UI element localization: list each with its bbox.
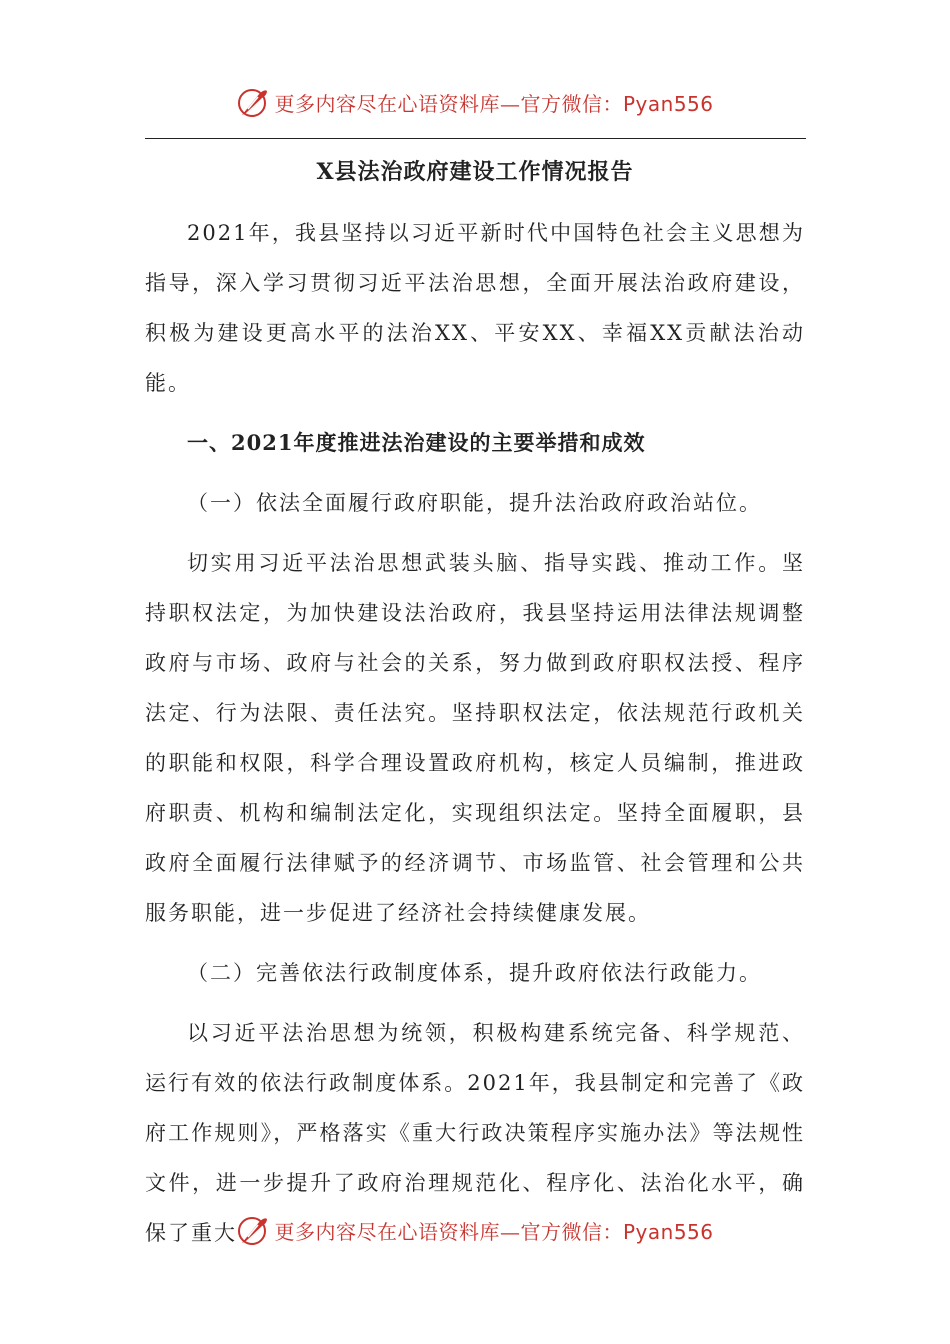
banner-text: 更多内容尽在心语资料库—官方微信：Pyan556 [274,1219,714,1244]
quill-logo-icon [236,85,270,119]
subsection-body-1: 切实用习近平法治思想武装头脑、指导实践、推动工作。坚持职权法定，为加快建设法治政府，我县坚持运用法律法规调整政府与市场、政府与社会的关系，努力做到政府职权法授、程序法定、行为法限、责任法究。坚持职权法定，依法规范行政机关的职能和权限，科学合理设置政府机构，核定人员编制，推进政府职责、机构和编制法定化，实现组织法定。坚持全面履职，县政府全面履行法律赋予的经济调节、市场监管、社会管理和公共服务职能，进一步促进了经济社会持续健康发展。 [145,551,805,925]
banner-text: 更多内容尽在心语资料库—官方微信：Pyan556 [274,91,714,116]
section-heading: 一、2021年度推进法治建设的主要举措和成效 [187,430,646,455]
subsection-heading-2: （二）完善依法行政制度体系，提升政府依法行政能力。 [187,961,762,985]
header-divider [145,138,806,139]
header-banner [0,80,950,124]
wechat-id: Pyan556 [622,91,714,116]
footer-banner [0,1208,950,1252]
page-title: X县法治政府建设工作情况报告 [316,159,634,185]
subsection-heading-1: （一）依法全面履行政府职能，提升法治政府政治站位。 [187,491,762,515]
intro-paragraph: 2021年，我县坚持以习近平新时代中国特色社会主义思想为指导，深入学习贯彻习近平法治思想，全面开展法治政府建设，积极为建设更高水平的法治XX、平安XX、幸福XX贡献法治动能。 [145,221,805,395]
subsection-body-2: 以习近平法治思想为统领，积极构建系统完备、科学规范、运行有效的依法行政制度体系。2021年，我县制定和完善了《政府工作规则》，严格落实《重大行政决策程序实施办法》等法规性文件，进一步提升了政府治理规范化、程序化、法治化水平，确保了重大 [145,1021,805,1245]
document-body [145,208,805,1258]
wechat-id: Pyan556 [622,1219,714,1244]
quill-logo-icon [236,1213,270,1247]
